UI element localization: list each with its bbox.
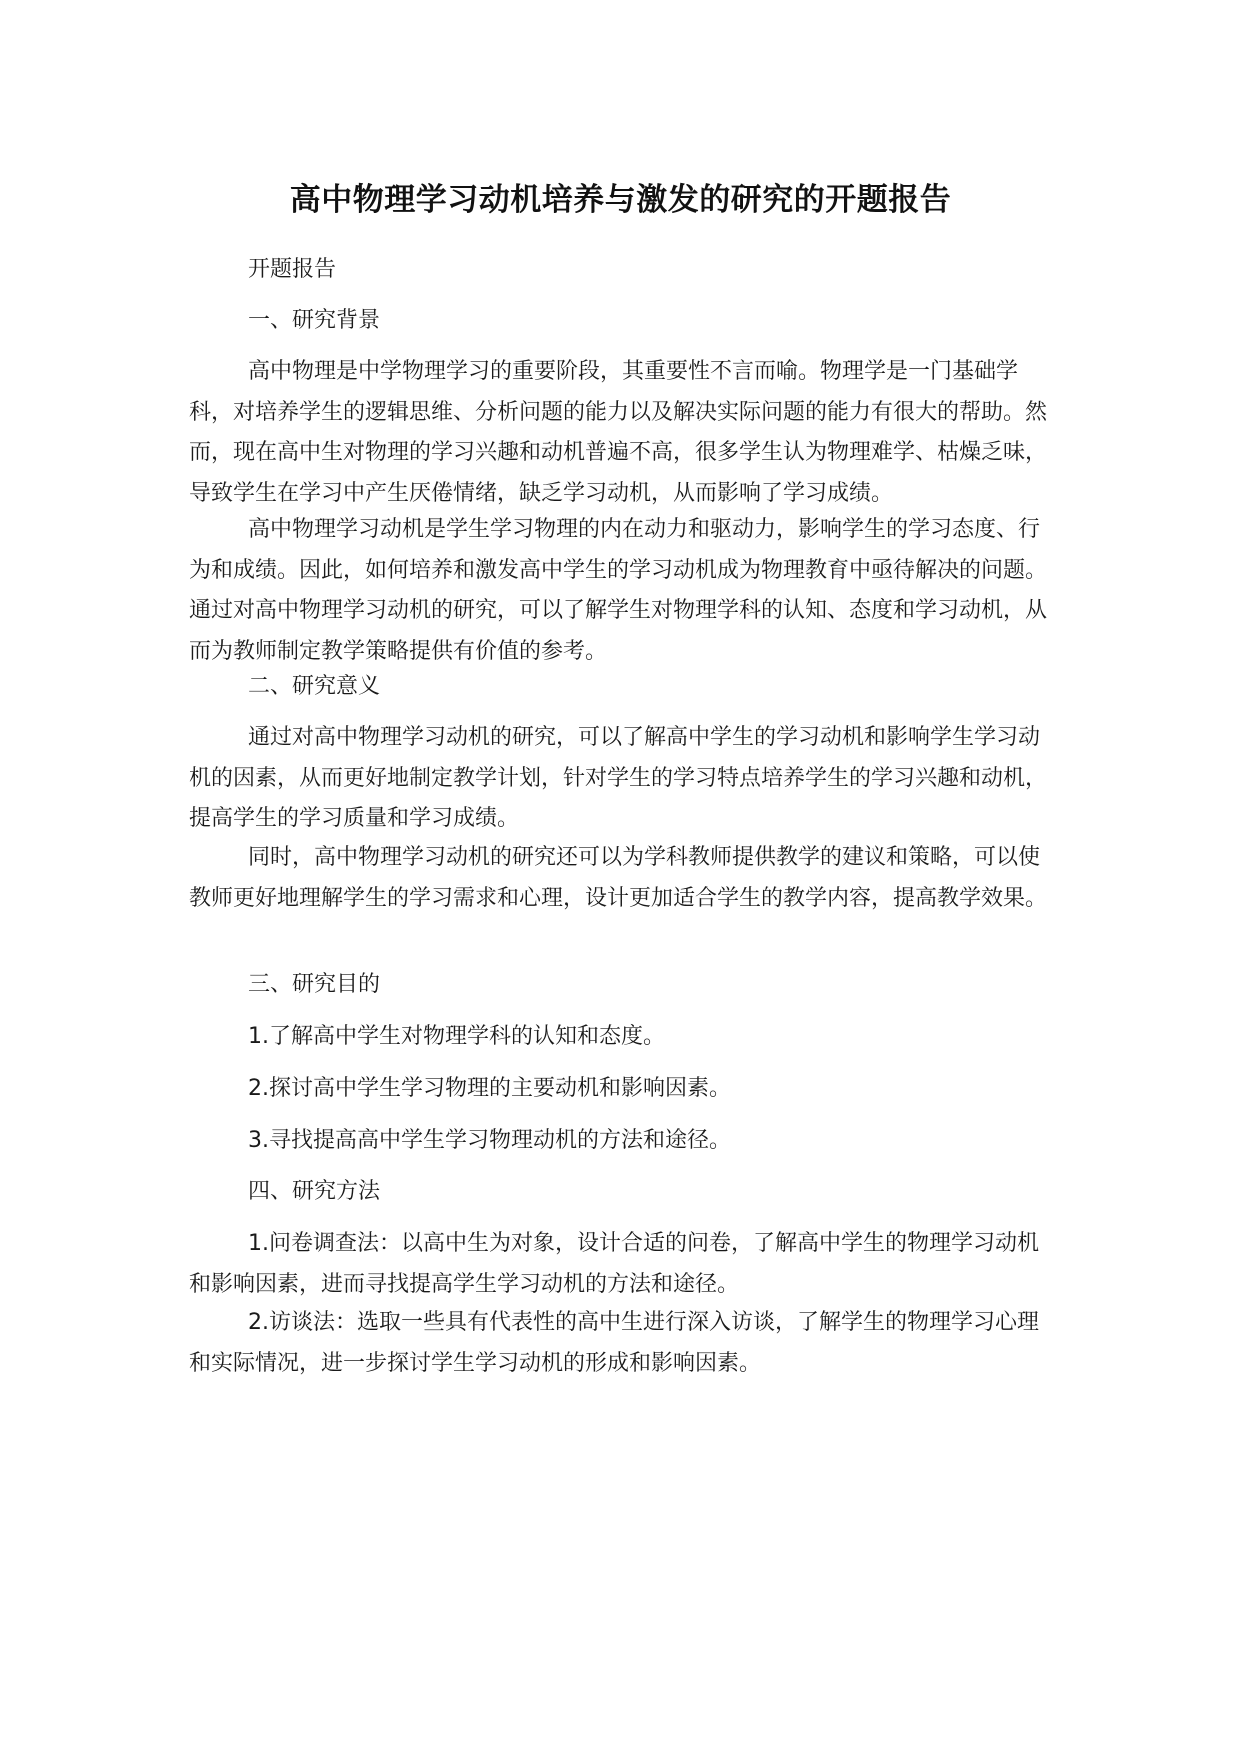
report-label: 开题报告	[248, 257, 337, 282]
significance-paragraph-1: 通过对高中物理学习动机的研究，可以了解高中学生的学习动机和影响学生学习动机的因素，从而更好地制定教学计划，针对学生的学习特点培养学生的学习兴趣和动机，提高学生的学习质量和学习成绩。	[189, 725, 1048, 831]
background-paragraph-1: 高中物理是中学物理学习的重要阶段，其重要性不言而喻。物理学是一门基础学科，对培养学生的逻辑思维、分析问题的能力以及解决实际问题的能力有很大的帮助。然而，现在高中生对物理的学习兴趣和动机普遍不高，很多学生认为物理难学、枯燥乏味，导致学生在学习中产生厌倦情绪，缺乏学习动机，从而影响了学习成绩。	[189, 359, 1048, 506]
objective-item-3: 3.寻找提高高中学生学习物理动机的方法和途径。	[248, 1128, 731, 1153]
section-heading-objectives: 三、研究目的	[248, 972, 381, 997]
method-item-1: 1.问卷调查法：以高中生为对象，设计合适的问卷，了解高中学生的物理学习动机和影响因素，进而寻找提高学生学习动机的方法和途径。	[189, 1231, 1039, 1297]
section-heading-significance: 二、研究意义	[248, 674, 381, 699]
background-paragraph-2: 高中物理学习动机是学生学习物理的内在动力和驱动力，影响学生的学习态度、行为和成绩。因此，如何培养和激发高中学生的学习动机成为物理教育中亟待解决的问题。通过对高中物理学习动机的研究，可以了解学生对物理学科的认知、态度和学习动机，从而为教师制定教学策略提供有价值的参考。	[189, 517, 1048, 664]
method-item-2: 2.访谈法：选取一些具有代表性的高中生进行深入访谈，了解学生的物理学习心理和实际情况，进一步探讨学生学习动机的形成和影响因素。	[189, 1310, 1039, 1376]
section-heading-methods: 四、研究方法	[248, 1179, 381, 1204]
document-title: 高中物理学习动机培养与激发的研究的开题报告	[289, 182, 952, 218]
objective-item-2: 2.探讨高中学生学习物理的主要动机和影响因素。	[248, 1076, 731, 1101]
objective-item-1: 1.了解高中学生对物理学科的认知和态度。	[248, 1024, 665, 1049]
section-heading-background: 一、研究背景	[248, 308, 381, 333]
significance-paragraph-2: 同时，高中物理学习动机的研究还可以为学科教师提供教学的建议和策略，可以使教师更好地理解学生的学习需求和心理，设计更加适合学生的教学内容，提高教学效果。	[189, 845, 1048, 911]
